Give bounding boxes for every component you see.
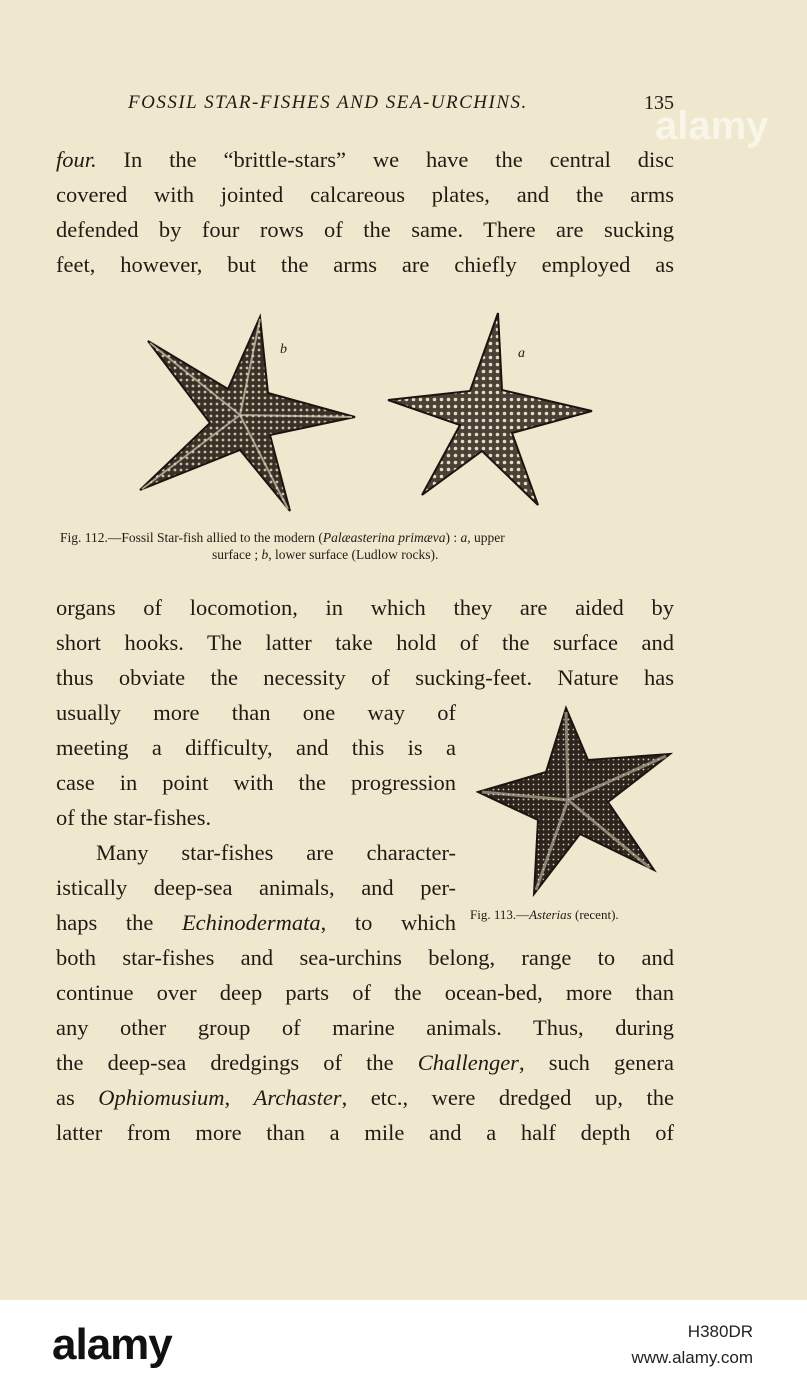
site-url: www.alamy.com (631, 1348, 753, 1367)
text-line-15: both star-fishes and sea-urchins belong, range to and (56, 945, 674, 970)
fig-112-caption-line-1: Fig. 112.—Fossil Star-fish allied to the modern (Palæasterina primæva) : a, upper (60, 530, 505, 545)
starfish-a-drawing (388, 313, 592, 505)
text-line-14: haps the Echinodermata, to which (56, 910, 456, 935)
text-line-12: Many star-fishes are character- (96, 840, 456, 865)
alamy-logo: alamy (52, 1320, 172, 1369)
text-line-13: istically deep-sea animals, and per- (56, 875, 456, 900)
fig-112-label-b: b (280, 342, 287, 357)
fig-113-asterias-illustration (476, 702, 674, 898)
text-line-17: any other group of marine animals. Thus, during (56, 1015, 674, 1040)
text-line-11: of the star-fishes. (56, 805, 212, 830)
fig-112-caption-line-2: surface ; b, lower surface (Ludlow rocks). (212, 547, 439, 562)
starfish-b-drawing (140, 317, 355, 511)
starfish-asterias-drawing (478, 708, 670, 894)
text-line-16: continue over deep parts of the ocean-bed, more than (56, 980, 674, 1005)
fig-113-caption: Fig. 113.—Asterias (recent). (470, 907, 619, 922)
running-title: FOSSIL STAR-FISHES AND SEA-URCHINS. (128, 92, 528, 113)
text-line-2: covered with jointed calcareous plates, and the arms (56, 182, 674, 207)
text-line-7: thus obviate the necessity of sucking-feet. Nature has (56, 665, 674, 690)
fig-112-starfish-illustrations (130, 305, 610, 515)
text-line-8: usually more than one way of (56, 700, 456, 725)
text-line-1: four. In the “brittle-stars” we have the central disc (56, 147, 674, 172)
text-line-3: defended by four rows of the same. There are sucking (56, 217, 674, 242)
text-line-6: short hooks. The latter take hold of the surface and (56, 630, 674, 655)
text-line-10: case in point with the progression (56, 770, 456, 795)
text-line-9: meeting a difficulty, and this is a (56, 735, 456, 760)
text-line-20: latter from more than a mile and a half depth of (56, 1120, 674, 1145)
watermark: alamy (655, 104, 769, 148)
text-line-19: as Ophiomusium, Archaster, etc., were dredged up, the (56, 1085, 674, 1110)
text-line-18: the deep-sea dredgings of the Challenger, such genera (56, 1050, 674, 1075)
stock-footer-bar (0, 1300, 807, 1390)
page-number: 135 (644, 92, 674, 114)
image-id: H380DR (687, 1322, 753, 1341)
fig-112-label-a: a (518, 346, 525, 361)
text-line-4: feet, however, but the arms are chiefly employed as (56, 252, 674, 277)
text-line-5: organs of locomotion, in which they are aided by (56, 595, 674, 620)
